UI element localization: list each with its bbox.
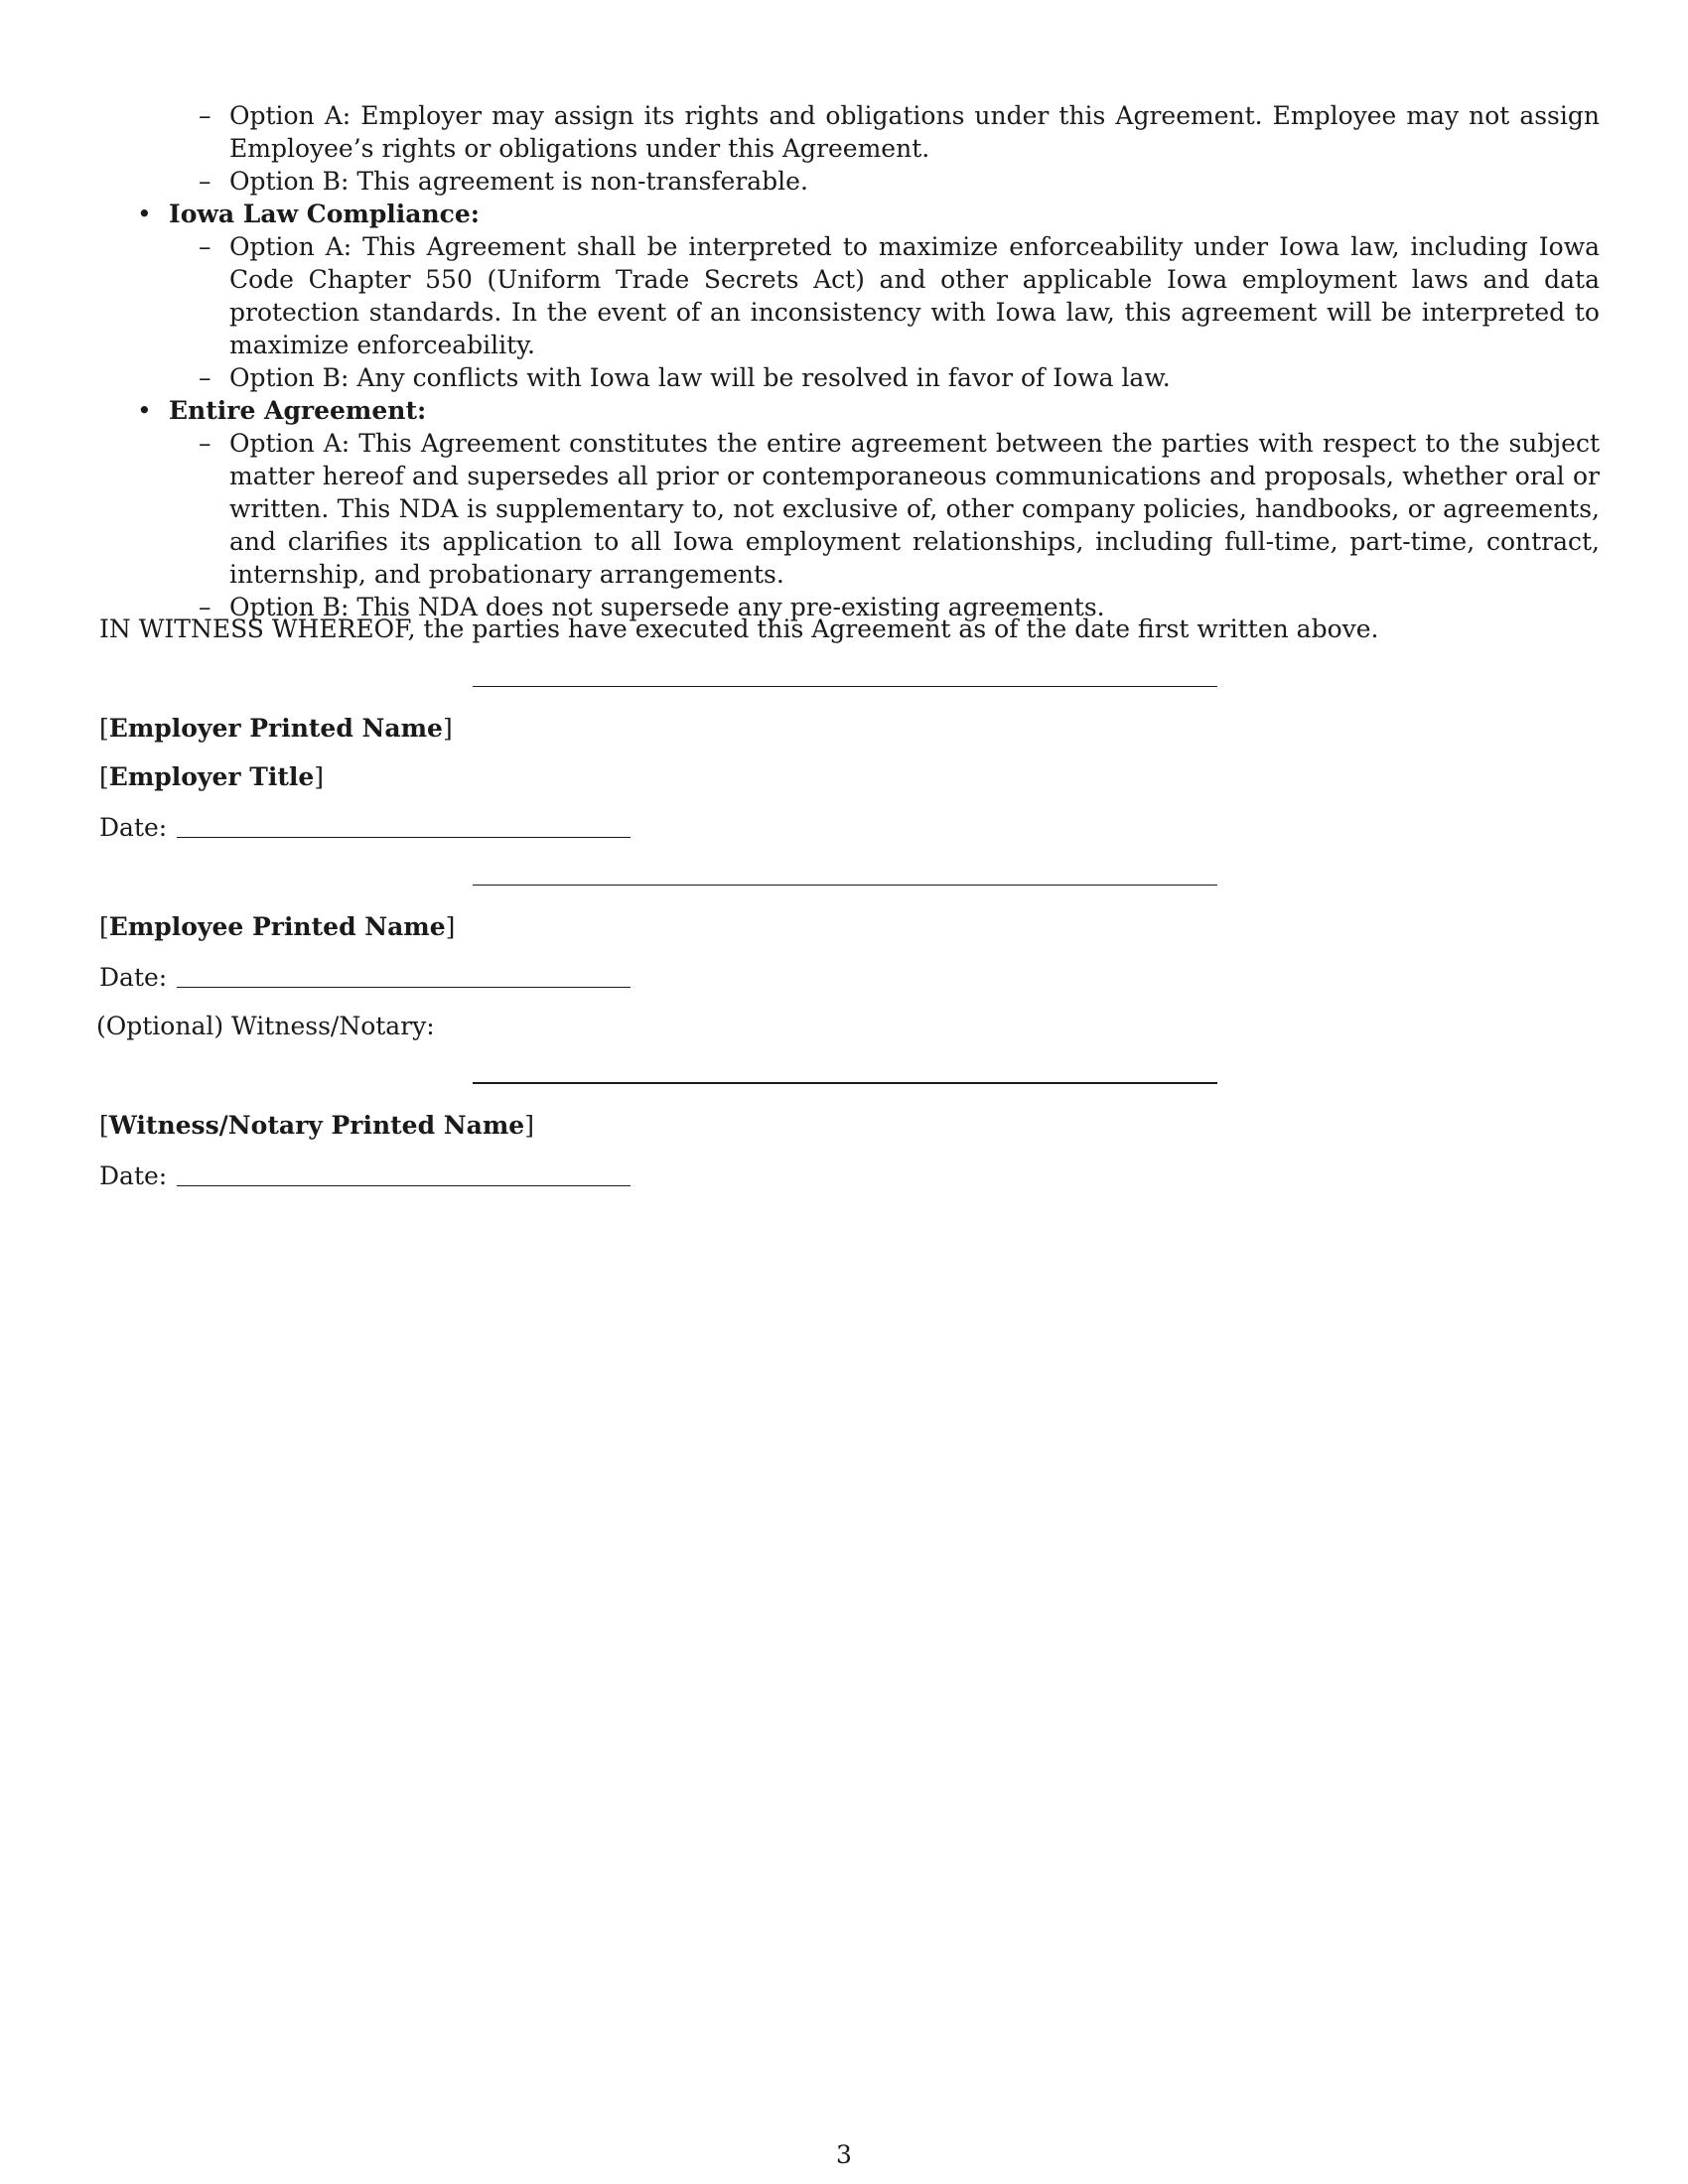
employee-printed-name [99,910,455,943]
option-text: Option B: This NDA does not supersede any pre-existing agreements. [229,593,1105,621]
employee-signature-line[interactable] [473,885,1217,886]
option-b [0,361,1600,394]
employer-title [99,760,324,793]
employee-date-line[interactable] [177,987,631,988]
bullet-marker: • [137,396,152,425]
option-text: Option B: This agreement is non-transferable. [229,167,808,196]
continued-options [0,99,1688,623]
section-heading [0,394,1688,427]
witness-date-field [99,1160,631,1192]
employer-title-text: Employer Title [108,762,315,791]
bracket: [ [99,1111,109,1140]
date-label: Date: [99,1161,168,1190]
date-label: Date: [99,963,168,992]
employer-printed-name-text: Employer Printed Name [108,714,443,743]
option-a [0,230,1600,361]
employer-printed-name [99,712,453,745]
bracket: ] [524,1111,534,1140]
dash-marker: – [199,363,211,392]
bracket: ] [442,714,453,743]
witness-printed-name-text: Witness/Notary Printed Name [108,1111,525,1140]
continued-option-list [0,99,1688,198]
section-heading [0,198,1688,230]
section-heading-text: Iowa Law Compliance: [169,200,481,228]
option-text: Option A: This Agreement shall be interpreted to maximize enforceability under Iowa law, including Iowa Code Chapter 550 (Uniform Trade Secrets Act) and other applicable Iowa employment laws and data protection standards. In the event of an inconsistency with Iowa law, this agreement will be interpreted to maximize enforceability. [229,232,1600,359]
page-number: 3 [836,2140,852,2169]
dash-marker: – [199,101,211,130]
option-list [0,427,1688,623]
dash-marker: – [199,429,211,458]
option-text: Option A: This Agreement constitutes the entire agreement between the parties with respect to the subject matter hereof and supersedes all prior or contemporaneous communications and proposals, whether oral or written. This NDA is supplementary to, not exclusive of, other company policies, handbooks, or agreements, and clarifies its application to all Iowa employment relationships, including full-time, part-time, contract, internship, and probationary arrangements. [229,429,1600,589]
employee-printed-name-text: Employee Printed Name [108,912,446,941]
section-heading-text: Entire Agreement: [169,396,427,425]
bracket: [ [99,762,109,791]
section-iowa-law-compliance [0,198,1688,394]
option-a [0,427,1600,591]
employer-date-line[interactable] [177,837,631,838]
bracket: ] [314,762,325,791]
bracket: [ [99,714,109,743]
continued-option-a [0,99,1600,165]
dash-marker: – [199,232,211,261]
optional-witness-label: (Optional) Witness/Notary: [96,1012,435,1040]
option-text: Option A: Employer may assign its rights and obligations under this Agreement. Employee may not assign Employee’s rights or obligations under this Agreement. [229,101,1600,163]
dash-marker: – [199,593,211,621]
continued-option-b [0,165,1600,198]
employer-signature-line[interactable] [473,686,1217,687]
date-label: Date: [99,813,168,842]
witness-date-line[interactable] [177,1185,631,1186]
witness-clause: IN WITNESS WHEREOF, the parties have executed this Agreement as of the date first written above. [99,614,1379,643]
witness-printed-name [99,1109,534,1142]
witness-signature-line[interactable] [473,1082,1217,1084]
option-text: Option B: Any conflicts with Iowa law will be resolved in favor of Iowa law. [229,363,1171,392]
bracket: ] [445,912,456,941]
employer-date-field [99,811,631,844]
dash-marker: – [199,167,211,196]
option-list [0,230,1688,394]
bullet-marker: • [137,200,152,228]
section-entire-agreement [0,394,1688,623]
employee-date-field [99,961,631,994]
bracket: [ [99,912,109,941]
